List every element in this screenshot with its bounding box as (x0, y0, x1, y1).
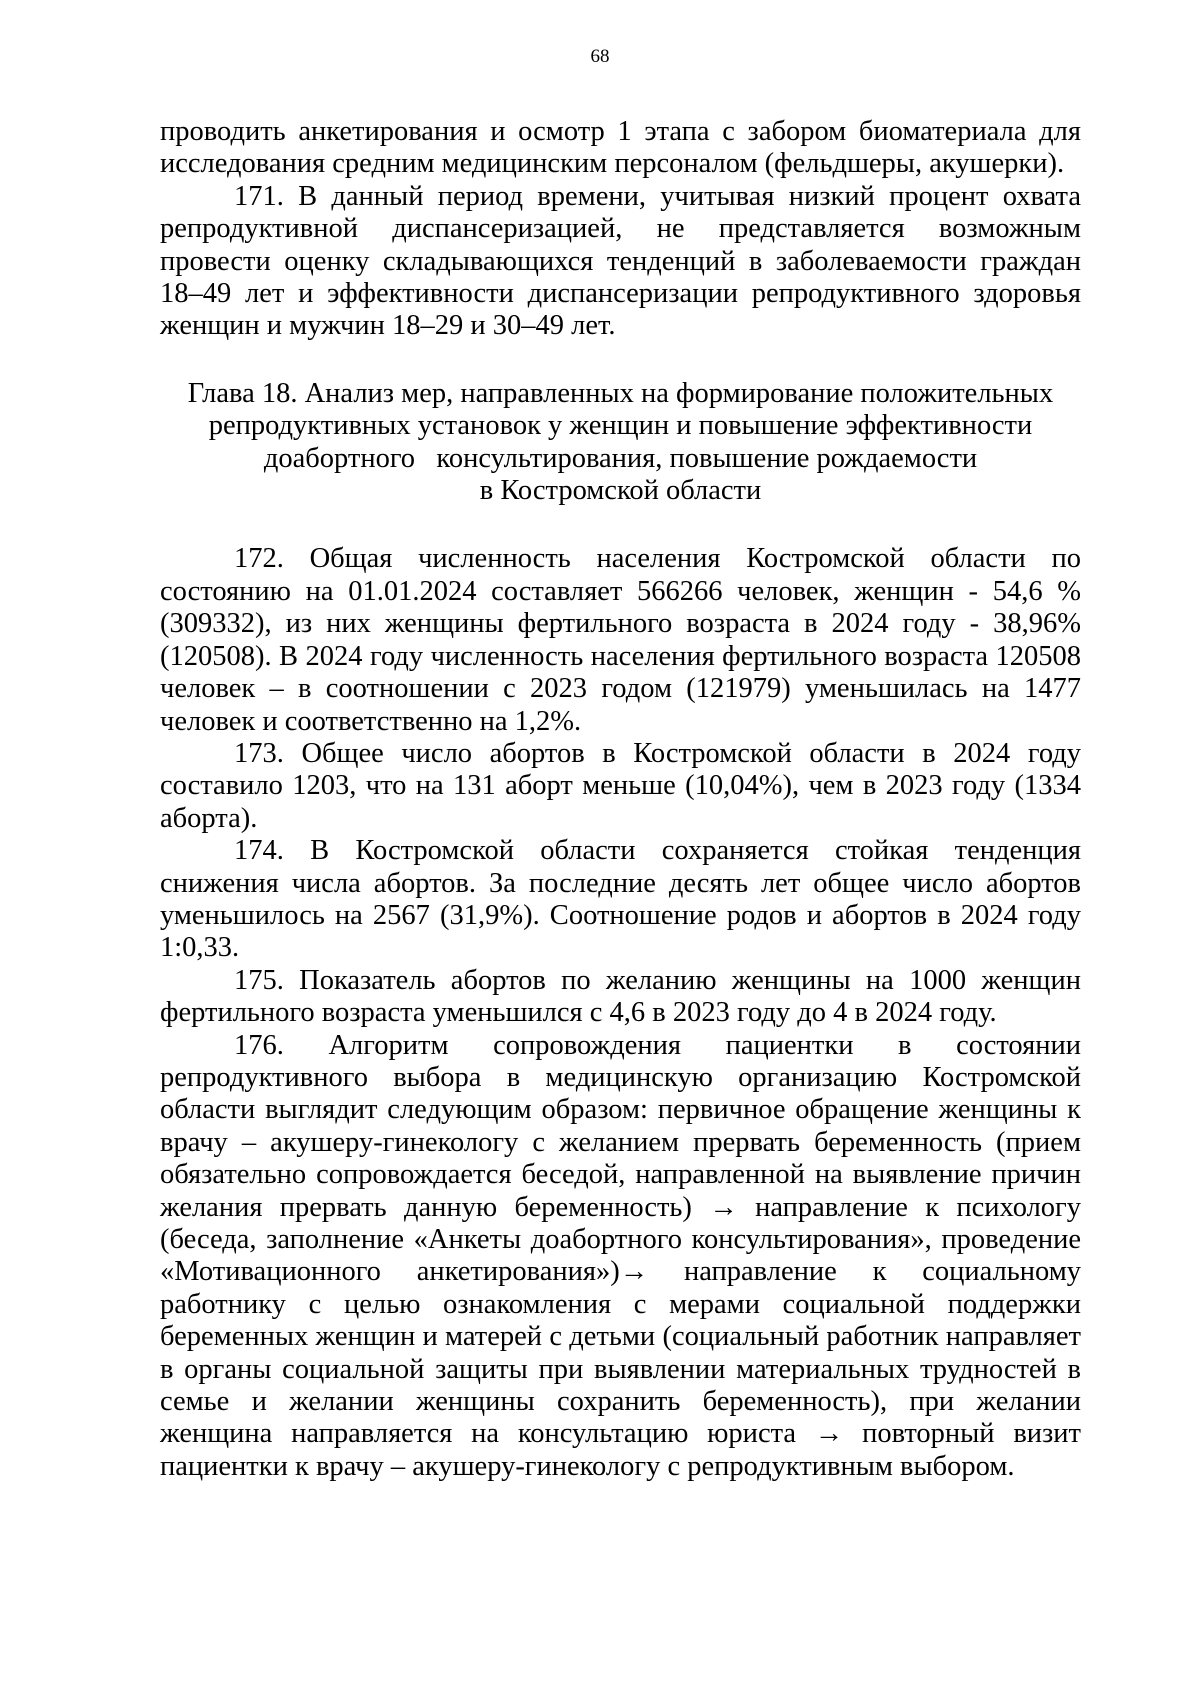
paragraph-continued: проводить анкетирования и осмотр 1 этапа с забором биоматериала для исследования средним медицинским персоналом (фельдшеры, акушерки). (160, 116, 1081, 180)
paragraph-173: 173. Общее число абортов в Костромской области в 2024 году составило 1203, что на 131 аборт меньше (10,04%), чем в 2023 году (1334 аборта). (160, 737, 1081, 834)
chapter-heading-line-2: репродуктивных установок у женщин и повышение эффективности (208, 410, 1033, 442)
chapter-heading-line-3: доабортного консультирования, повышение рождаемости (263, 442, 978, 474)
page-number: 68 (590, 46, 610, 67)
document-body (160, 116, 1081, 1483)
paragraph-171: 171. В данный период времени, учитывая низкий процент охвата репродуктивной диспансеризацией, не представляется возможным провести оценку складывающихся тенденций в заболеваемости граждан 18–49 лет и эффективности диспансеризации репродуктивного здоровья женщин и мужчин 18–29 и 30–49 лет. (160, 180, 1081, 342)
paragraph-172: 172. Общая численность населения Костромской области по состоянию на 01.01.2024 составляет 566266 человек, женщин - 54,6 % (309332), из них женщины фертильного возраста в 2024 году - 38,96% (120508). В 2024 году численность населения фертильного возраста 120508 человек – в соотношении с 2023 годом (121979) уменьшилась на 1477 человек и соответственно на 1,2%. (160, 543, 1081, 737)
chapter-heading-line-4: в Костромской области (479, 475, 762, 507)
paragraph-175: 175. Показатель абортов по желанию женщины на 1000 женщин фертильного возраста уменьшился с 4,6 в 2023 году до 4 в 2024 году. (160, 964, 1081, 1029)
paragraph-176: 176. Алгоритм сопровождения пациентки в состоянии репродуктивного выбора в медицинскую организацию Костромской области выглядит следующим образом: первичное обращение женщины к врачу – акушеру-гинекологу с желанием прервать беременность (прием обязательно сопровождается беседой, направленной на выявление причин желания прервать данную беременность) → направление к психологу (беседа, заполнение «Анкеты доабортного консультирования», проведение «Мотивационного анкетирования»)→ направление к социальному работнику с целью ознакомления с мерами социальной поддержки беременных женщин и матерей с детьми (социальный работник направляет в органы социальной защиты при выявлении материальных трудностей в семье и желании женщины сохранить беременность), при желании женщина направляется на консультацию юриста → повторный визит пациентки к врачу – акушеру-гинекологу с репродуктивным выбором. (160, 1029, 1081, 1482)
chapter-heading-line-1: Глава 18. Анализ мер, направленных на формирование положительных (187, 377, 1054, 409)
chapter-heading (160, 378, 1081, 508)
paragraph-174: 174. В Костромской области сохраняется стойкая тенденция снижения числа абортов. За последние десять лет общее число абортов уменьшилось на 2567 (31,9%). Соотношение родов и абортов в 2024 году 1:0,33. (160, 835, 1081, 964)
